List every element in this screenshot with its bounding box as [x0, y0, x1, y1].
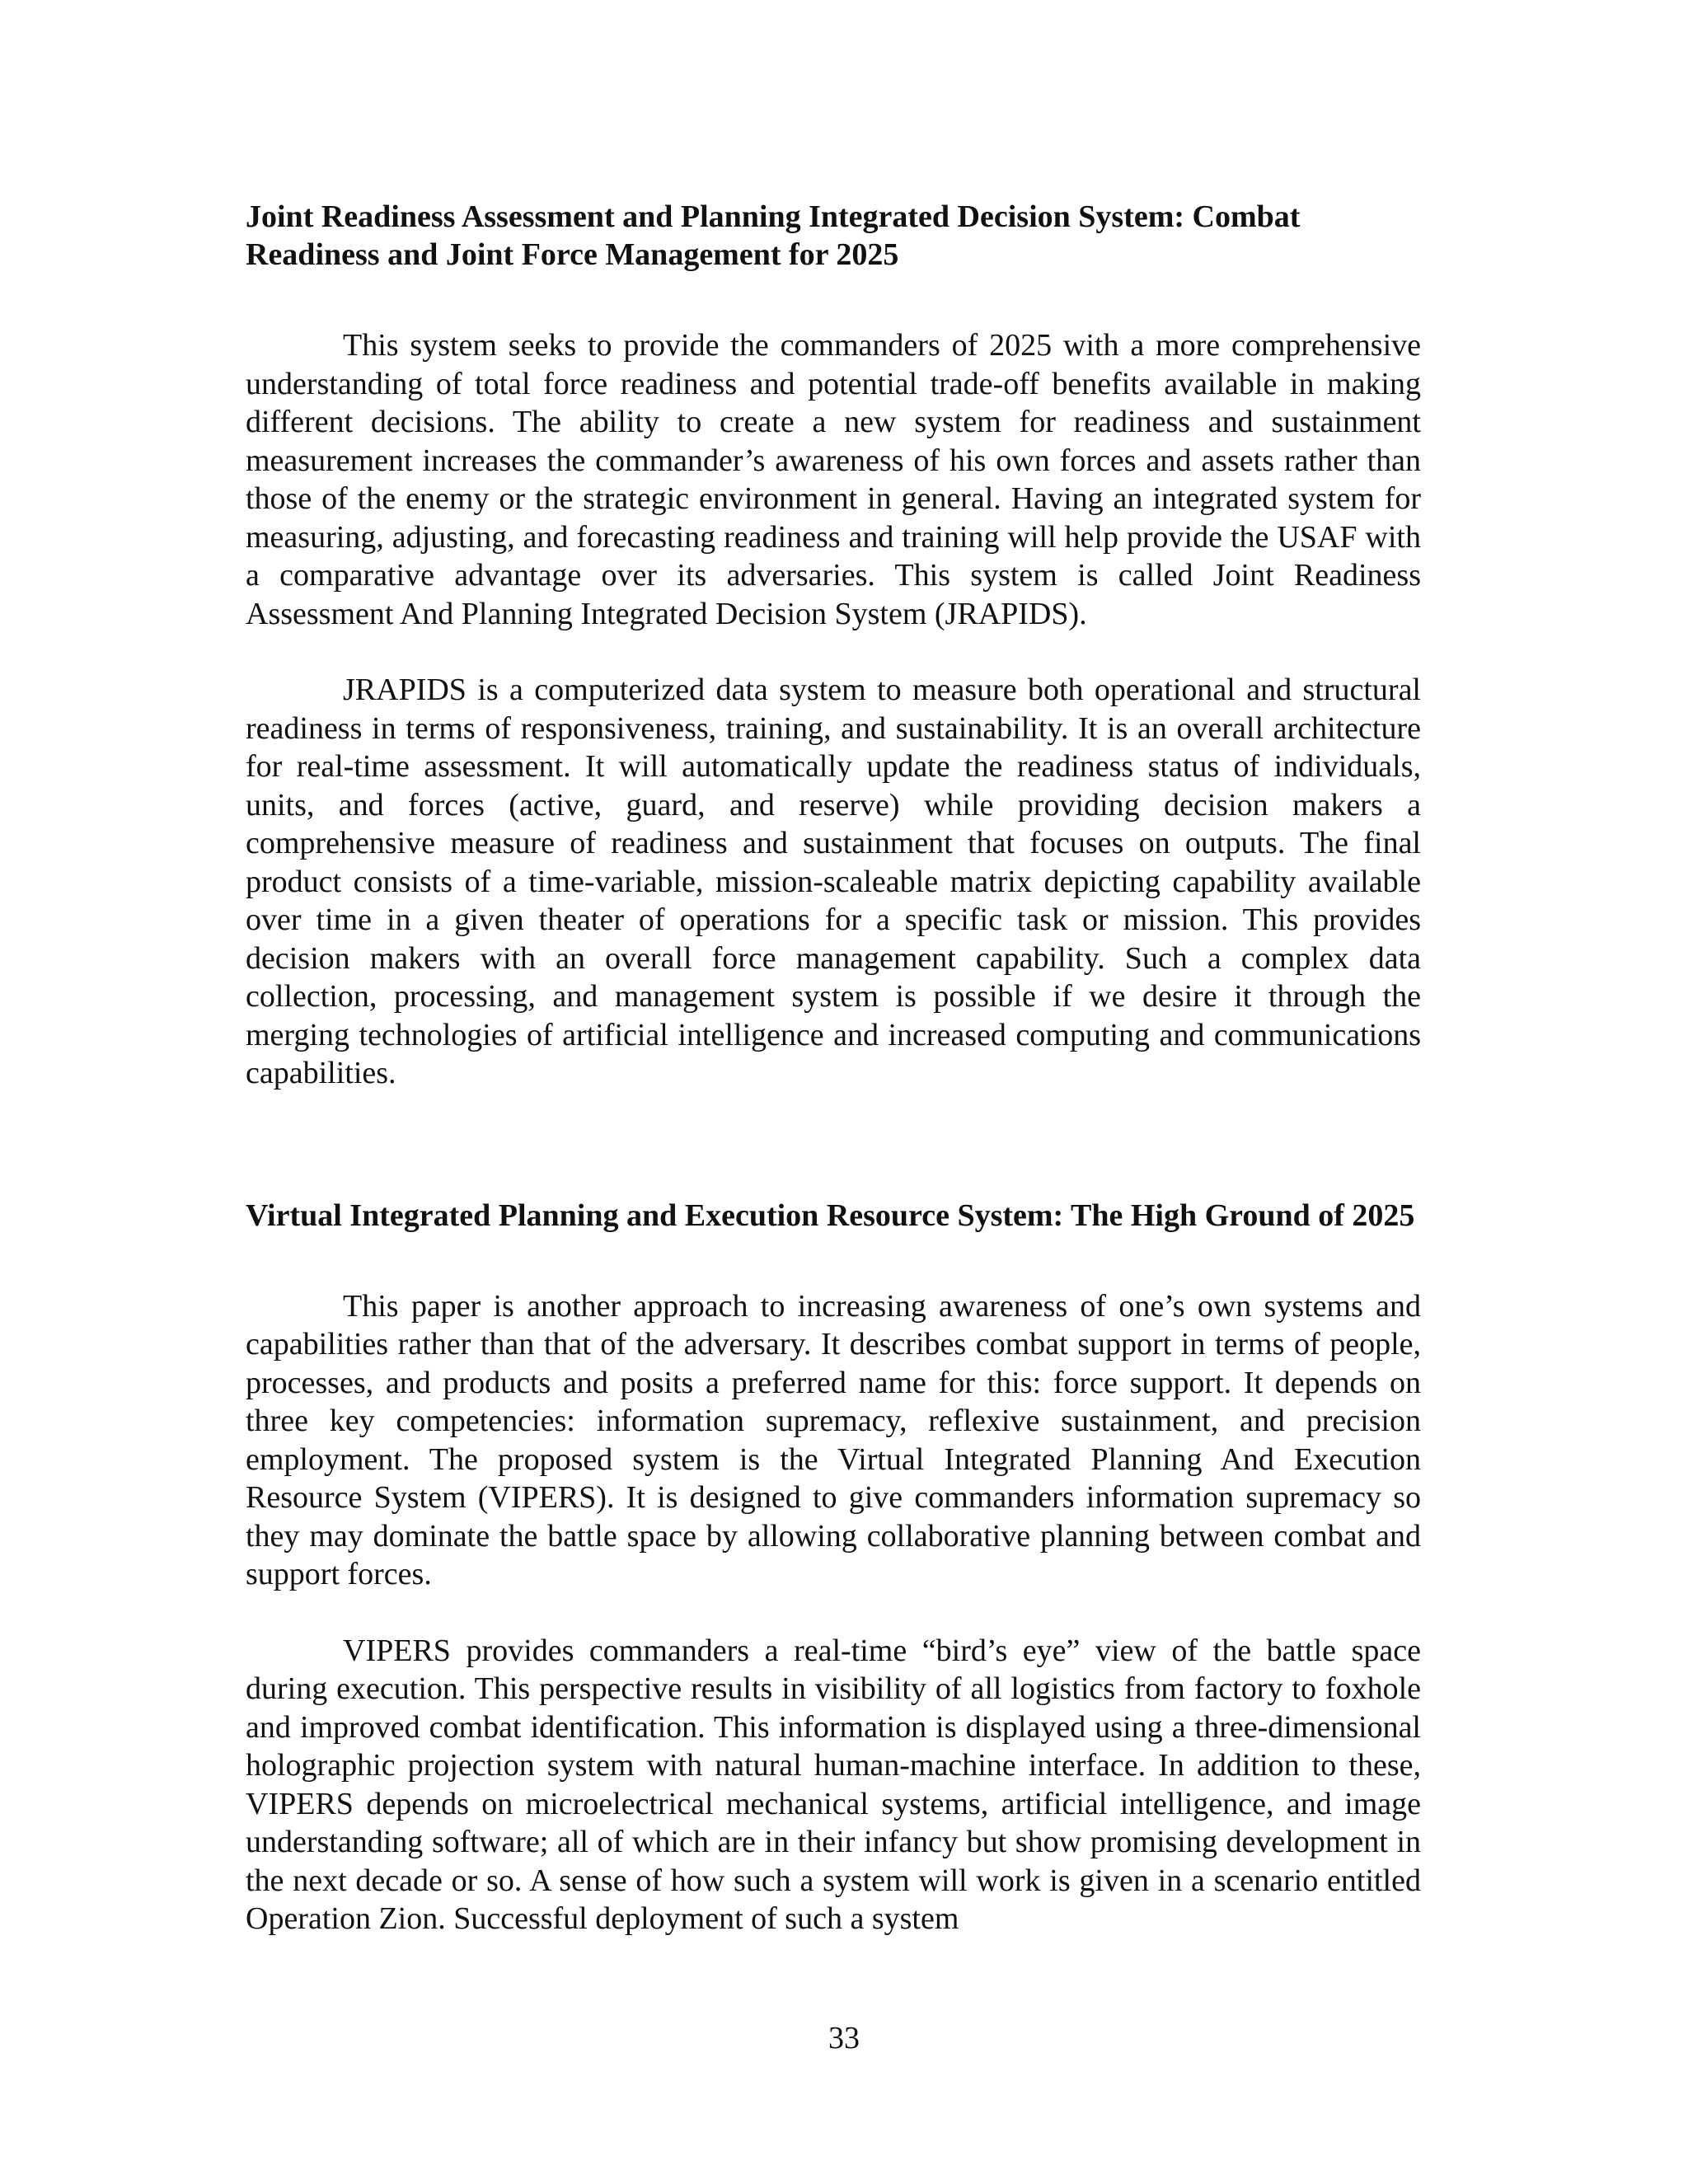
page-content — [246, 198, 1421, 1938]
page-number: 33 — [828, 2021, 860, 2055]
section-heading-jrapids: Joint Readiness Assessment and Planning Integrated Decision System: Combat Readiness and Joint Force Management for 2025 — [246, 199, 1301, 272]
paragraph: This system seeks to provide the commanders of 2025 with a more comprehensive understanding of total force readiness and potential trade-off benefits available in making different decisions. The ability to create a new system for readiness and sustainment measurement increases the commander’s awareness of his own forces and assets rather than those of the enemy or the strategic environment in general. Having an integrated system for measuring, adjusting, and forecasting readiness and training will help provide the USAF with a comparative advantage over its adversaries. This system is called Joint Readiness Assessment And Planning Integrated Decision System (JRAPIDS). — [246, 328, 1421, 631]
paragraph: VIPERS provides commanders a real-time “bird’s eye” view of the battle space during execution. This perspective results in visibility of all logistics from factory to foxhole and improved combat identification. This information is displayed using a three-dimensional holographic projection system with natural human-machine interface. In addition to these, VIPERS depends on microelectrical mechanical systems, artificial intelligence, and image understanding software; all of which are in their infancy but show promising development in the next decade or so. A sense of how such a system will work is given in a scenario entitled Operation Zion. Successful deployment of such a system — [246, 1633, 1421, 1936]
paragraph: JRAPIDS is a computerized data system to measure both operational and structural readiness in terms of responsiveness, training, and sustainability. It is an overall architecture for real-time assessment. It will automatically update the readiness status of individuals, units, and forces (active, guard, and reserve) while providing decision makers a comprehensive measure of readiness and sustainment that focuses on outputs. The final product consists of a time-variable, mission-scaleable matrix depicting capability available over time in a given theater of operations for a specific task or mission. This provides decision makers with an overall force management capability. Such a complex data collection, processing, and management system is possible if we desire it through the merging technologies of artificial intelligence and increased computing and communications capabilities. — [246, 673, 1421, 1090]
section-heading-vipers: Virtual Integrated Planning and Execution Resource System: The High Ground of 2025 — [246, 1197, 1415, 1233]
paragraph: This paper is another approach to increasing awareness of one’s own systems and capabilities rather than that of the adversary. It describes combat support in terms of people, processes, and products and posits a preferred name for this: force support. It depends on three key competencies: information supremacy, reflexive sustainment, and precision employment. The proposed system is the Virtual Integrated Planning And Execution Resource System (VIPERS). It is designed to give commanders information supremacy so they may dominate the battle space by allowing collaborative planning between combat and support forces. — [246, 1288, 1421, 1591]
